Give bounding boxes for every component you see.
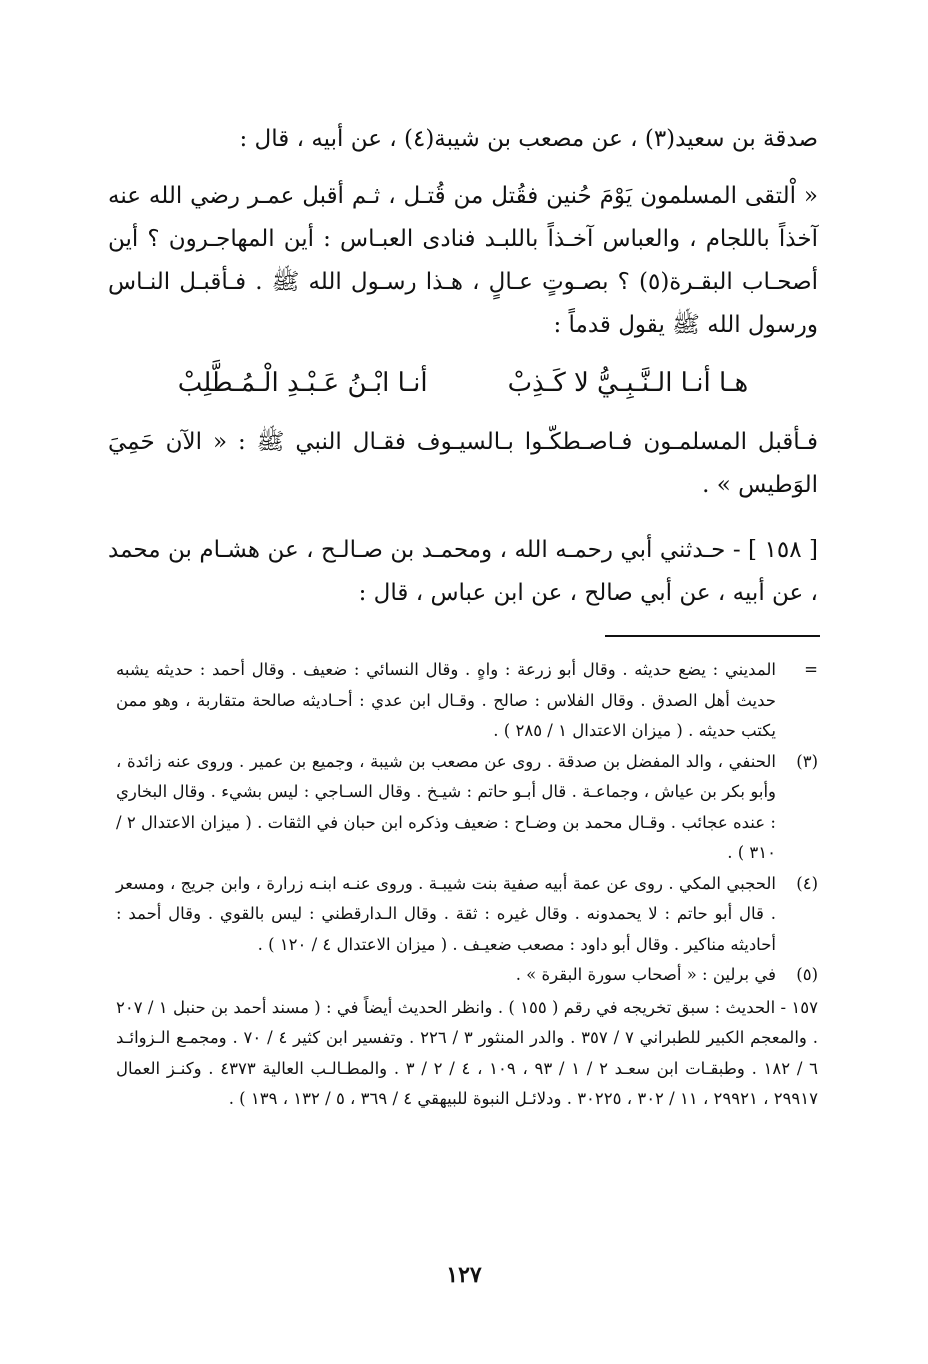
footnote-marker: (٣) <box>796 751 818 771</box>
footnote-4 <box>116 869 818 961</box>
verse-left-hemistich: أنـا ابْـنُ عَـبْـدِ الْـمُـطَّلِبْ <box>177 368 428 398</box>
footnote-text: الحنفي ، والد المفضل بن صدقة . روى عن مصعب بن شيبة ، وجميع بن عمير . وروى عنه زائدة ، وأبو بكر بن عياش ، وجماعـة . قال أبـو حاتم : شيـخ . وقال السـاجي : ليس بشيء . وقال البخاري : عنده عجائب . وقـال محمد بن وضـاح : ضعيف وذكره ابن حبان في الثقات . ( ميزان الاعتدال ٢ / ٣١٠ ) . <box>116 751 776 862</box>
footnote-separator <box>605 635 820 637</box>
footnote-3 <box>116 747 818 869</box>
hadith-conclusion: فـأقبل المسلمـون فـاصـطكّـوا بـالسيـوف فقـال النبي ﷺ : « الآن حَمِيَ الوَطيس » . <box>108 429 818 498</box>
main-text <box>108 118 818 615</box>
next-hadith-isnad: [ ١٥٨ ] - حـدثني أبي رحمـه الله ، ومحمـد بن صـالـح ، عن هشـام بن محمد ، عن أبيه ، عن أبي صالح ، عن ابن عباس ، قال : <box>108 537 818 606</box>
footnotes <box>116 655 818 1115</box>
verse-right-hemistich: هـا أنـا الـنَّـبِـيُّ لا كَـذِبْ <box>507 368 749 398</box>
footnote-continued <box>116 655 818 747</box>
poem-verse <box>108 353 818 413</box>
footnote-text: المديني : يضع حديثه . وقال أبو زرعة : واهٍ . وقال النسائي : ضعيف . وقال أحمد : حديثه يشبه حديث أهل الصدق . وقال الفلاس : صالح . وقـال ابن عدي : أحـاديثه صالحة متقاربة ، وهو ممن يكتب حديثه . ( ميزان الاعتدال ١ / ٢٨٥ ) . <box>116 660 776 740</box>
footnote-marker: (٥) <box>796 965 818 984</box>
footnote-text: الحجبي المكي . روى عن عمة أبيه صفية بنت شيبـة . وروى عنـه ابنـه زرارة ، وابن جريج ، ومسعر . قال أبو حاتم : لا يحمدونه . وقال غيره : ثقة . وقال الـدارقطني : ليس بالقوي . وقال أحمد : أحاديثه مناكير . وقال أبو داود : مصعب ضعيـف . ( ميزان الاعتدال ٤ / ١٢٠ ) . <box>116 873 776 954</box>
takhrij-note: ١٥٧ - الحديث : سبق تخريجه في رقم ( ١٥٥ ) . وانظر الحديث أيضاً في : ( مسند أحمد بن حنبل ١ / ٢٠٧ . والمعجم الكبير للطبراني ٧ / ٣٥٧ . والدر المنثور ٣ / ٢٢٦ . وتفسير ابن كثير ٤ / ٧٠ . ومجمـع الـزوائـد ٦ / ١٨٢ . وطبقـات ابن سعـد ٢ / ١ / ٩٣ ، ١٠٩ ، ٤ / ٢ / ٣ . والمطـالـب العالية ٤٣٧٣ . وكنـز العمال ٢٩٩١٧ ، ٢٩٩٢١ ، ١١ / ٣٠٢ ، ٣٠٢٢٥ . ودلائـل النبوة للبيهقي ٤ / ٣٦٩ ، ٥ / ١٣٢ ، ١٣٩ ) . <box>116 997 818 1108</box>
footnote-marker: (٤) <box>796 873 818 893</box>
page-number: ١٢٧ <box>446 1262 482 1288</box>
isnad-intro: صدقة بن سعيد(٣) ، عن مصعب بن شيبة(٤) ، عن أبيه ، قال : <box>239 126 818 152</box>
footnote-text: في برلين : « أصحاب سورة البقرة » . <box>515 965 776 984</box>
hadith-paragraph: « اْلتقى المسلمون يَوْمَ حُنين فقُتل من قُتـل ، ثـم أقبل عمـر رضي الله عنه آخذاً باللجام ، والعباس آخـذاً باللبـد فنادى العبـاس : أين المهاجـرون ؟ أين أصحـاب البقـرة(٥) ؟ بصـوتٍ عـالٍ ، هـذا رسـول الله ﷺ . فـأقبـل النـاس ورسول الله ﷺ يقول قدماً : <box>108 183 819 338</box>
footnote-marker: = <box>804 660 818 679</box>
footnote-5 <box>116 960 818 991</box>
